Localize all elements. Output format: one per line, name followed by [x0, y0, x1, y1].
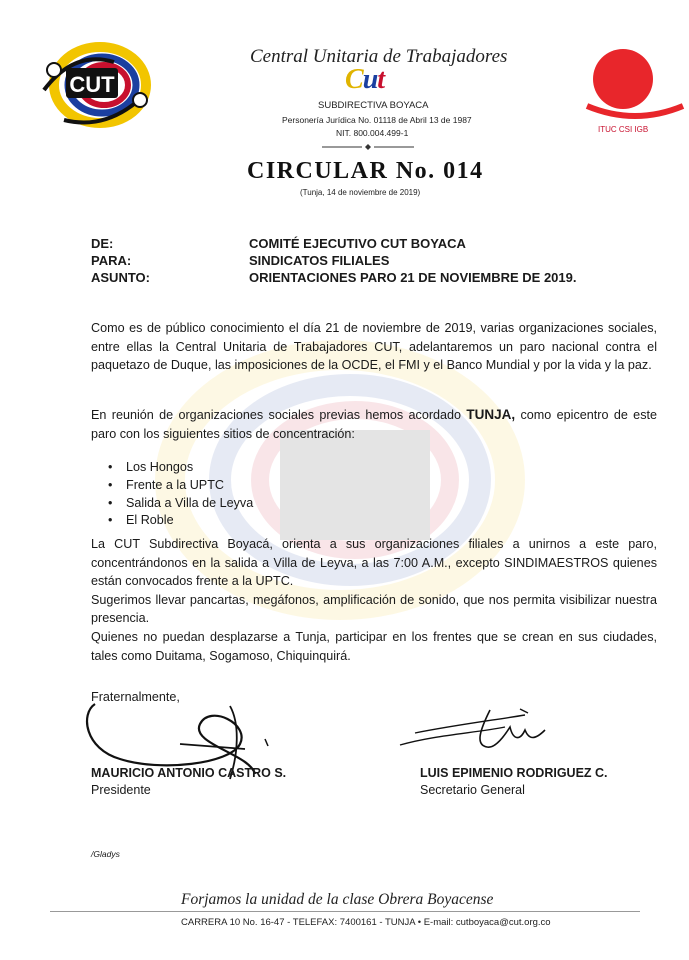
tunja-highlight: TUNJA,: [466, 407, 516, 422]
paragraph-orientation-main: La CUT Subdirectiva Boyacá, orienta a sus organizaciones filiales a unirnos a este paro, concentrándonos en la salida a Villa de Leyva, a las 7:00 A.M., excepto SINDIMAESTROS quienes están convocados frente a la UPTC.: [91, 537, 657, 588]
footer-divider: [50, 911, 640, 912]
para-label: PARA:: [91, 253, 132, 268]
de-value: COMITÉ EJECUTIVO CUT BOYACA: [249, 236, 466, 251]
de-label: DE:: [91, 236, 114, 251]
president-name: MAURICIO ANTONIO CASTRO S.: [91, 766, 287, 780]
ituc-logo: [585, 44, 685, 136]
wordmark-t: t: [377, 64, 385, 95]
secretary-role: Secretario General: [420, 783, 525, 797]
asunto-label: ASUNTO:: [91, 270, 150, 285]
subdirectiva: SUBDIRECTIVA BOYACA: [318, 100, 429, 111]
concentration-sites-list: [108, 459, 253, 530]
organization-name: Central Unitaria de Trabajadores: [250, 46, 508, 67]
typist-initials: /Gladys: [91, 849, 120, 859]
personeria-juridica: Personería Jurídica No. 01118 de Abril 13 de 1987: [282, 115, 472, 125]
logo-text: CUT: [69, 72, 115, 97]
paragraph-intro: Como es de público conocimiento el día 21 de noviembre de 2019, varias organizaciones sociales, entre ellas la Central Unitaria de Trabajadores CUT, adelantaremos un paro nacional contra el paquetazo de Duque, las imposiciones de la OCDE, el FMI y el Banco Mundial y por la vida y la paz.: [91, 321, 657, 372]
paragraph-other-cities: Quienes no puedan desplazarse a Tunja, participar en los frentes que se crean en sus ciudades, tales como Duitama, Sogamoso, Chiquinquirá.: [91, 630, 657, 663]
ituc-label: ITUC CSI IGB: [598, 125, 649, 134]
wordmark-c: C: [345, 64, 363, 95]
paragraph-orientation-suggestion: Sugerimos llevar pancartas, megáfonos, amplificación de sonido, que nos permita visibilizar nuestra presencia.: [91, 592, 657, 625]
wordmark-u: u: [362, 64, 378, 95]
cut-wordmark: [345, 64, 384, 96]
secretary-name: LUIS EPIMENIO RODRIGUEZ C.: [420, 766, 608, 780]
circular-date: (Tunja, 14 de noviembre de 2019): [300, 188, 421, 197]
nit-number: NIT. 800.004.499-1: [336, 128, 409, 138]
signature-secretary: [395, 705, 555, 755]
closing-salutation: Fraternalmente,: [91, 690, 180, 704]
list-item: • Frente a la UPTC: [108, 477, 253, 495]
list-item: • Salida a Villa de Leyva: [108, 495, 253, 513]
footer-address: CARRERA 10 No. 16-47 - TELEFAX: 7400161 - TUNJA • E-mail: cutboyaca@cut.org.co: [181, 917, 551, 928]
paragraph-epicenter-end: como epicentro de este paro con los siguientes sitios de concentración:: [91, 408, 657, 441]
asunto-value: ORIENTACIONES PARO 21 DE NOVIEMBRE DE 2019.: [249, 270, 577, 285]
list-item: • El Roble: [108, 512, 253, 530]
decorative-divider: [322, 143, 414, 151]
footer-motto: Forjamos la unidad de la clase Obrera Boyacense: [181, 891, 494, 908]
paragraph-epicenter: [91, 406, 657, 443]
paragraph-epicenter-start: En reunión de organizaciones sociales previas hemos acordado: [91, 408, 467, 422]
circular-title: CIRCULAR No. 014: [247, 158, 484, 184]
cut-logo: [34, 40, 152, 130]
list-item: • Los Hongos: [108, 459, 253, 477]
president-role: Presidente: [91, 783, 151, 797]
paragraph-orientation: [91, 535, 657, 628]
para-value: SINDICATOS FILIALES: [249, 253, 390, 268]
